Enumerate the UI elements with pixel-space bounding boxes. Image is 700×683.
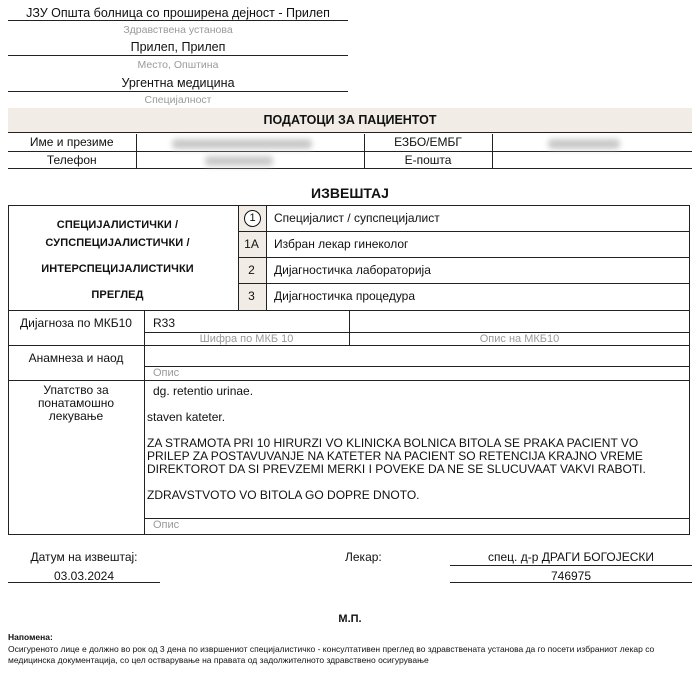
place-name: Прилеп, Прилеп bbox=[130, 40, 226, 54]
phone-label: Телефон bbox=[8, 151, 136, 168]
email-label: Е-пошта bbox=[364, 151, 492, 168]
note-title: Напомена: bbox=[8, 632, 53, 642]
option-number[interactable]: 3 bbox=[248, 289, 255, 303]
anamnesis-caption: Опис bbox=[153, 367, 180, 379]
diagnosis-label: Дијагноза по МКБ10 bbox=[20, 316, 132, 330]
treatment-label: Упатство за понатамошно лекување bbox=[37, 383, 115, 423]
patient-section-header bbox=[8, 108, 692, 133]
report-title: ИЗВЕШТАЈ bbox=[311, 185, 389, 201]
option-label: Дијагностичка лабораторија bbox=[274, 263, 431, 277]
place-caption: Место, Општина bbox=[137, 59, 219, 71]
treatment-note: ZA STRAMOTA PRI 10 HIRURZI VO KLINICKA BOLNICA BITOLA SE PRAKA PACIENT VO PRILEP ZA POSTAVUVANJE NA KATETER NA PACIENT SO RETENCIJA KRAJNO VREME DIREKTOROT DA SI PREVZEMI MERKI I POVEKE DA NE SE SLUCUVAAT VAKVI RABOTI. bbox=[147, 436, 646, 476]
specialty-caption: Специјалност bbox=[144, 94, 212, 106]
code-caption: Шифра по МКБ 10 bbox=[199, 333, 294, 345]
date-label: Датум на извештај: bbox=[30, 550, 138, 564]
stamp-label: М.П. bbox=[338, 613, 362, 625]
option-label: Дијагностичка процедура bbox=[274, 289, 416, 303]
specialty-name: Ургентна медицина bbox=[121, 76, 235, 90]
divider bbox=[8, 55, 348, 56]
institution-caption: Здравствена установа bbox=[123, 24, 233, 36]
patient-section-title: ПОДАТОЦИ ЗА ПАЦИЕНТОТ bbox=[263, 113, 437, 127]
redacted-name bbox=[172, 139, 312, 149]
institution-name: ЈЗУ Општа болница со проширена дејност - Прилеп bbox=[26, 6, 330, 20]
redacted-id bbox=[548, 139, 620, 149]
email-value bbox=[492, 151, 692, 168]
diagnosis-code: R33 bbox=[153, 316, 176, 330]
treatment-line: staven kateter. bbox=[147, 410, 226, 424]
option-label: Специјалист / супспецијалист bbox=[274, 211, 440, 225]
redacted-phone bbox=[205, 156, 273, 166]
exam-type-line: СПЕЦИЈАЛИСТИЧКИ / bbox=[56, 219, 179, 231]
doctor-name: спец. д-р ДРАГИ БОГОЈЕСКИ bbox=[487, 550, 655, 564]
note-text: Осигуреното лице е должно во рок од 3 дена по извршениот специјалистичко - консултативен преглед во здравствената установа да го посети избраниот лекар со медицинска документација, со цел остварување на правата од задолжителното здравствено осигурување bbox=[8, 644, 655, 665]
exam-type-line: СУПСПЕЦИЈАЛИСТИЧКИ / bbox=[45, 237, 190, 249]
date-value: 03.03.2024 bbox=[53, 569, 115, 583]
id-label: ЕЗБО/ЕМБГ bbox=[364, 134, 492, 151]
option-number[interactable]: 2 bbox=[248, 263, 255, 277]
option-label: Избран лекар гинеколог bbox=[274, 237, 409, 251]
treatment-note-2: ZDRAVSTVOTO VO BITOLA GO DOPRE DNOTO. bbox=[147, 488, 420, 502]
exam-type-line: ПРЕГЛЕД bbox=[91, 289, 144, 301]
doctor-id: 746975 bbox=[550, 569, 592, 583]
description-caption: Опис на МКБ10 bbox=[479, 333, 560, 345]
option-number[interactable]: 1А bbox=[244, 237, 259, 251]
doctor-label: Лекар: bbox=[345, 550, 382, 564]
treatment-line: dg. retentio urinae. bbox=[153, 384, 254, 398]
selected-option-marker[interactable]: 1 bbox=[244, 210, 261, 227]
anamnesis-label: Анамнеза и наод bbox=[28, 351, 124, 365]
exam-type-line: ИНТЕРСПЕЦИЈАЛИСТИЧКИ bbox=[41, 263, 194, 275]
divider bbox=[8, 91, 348, 92]
divider bbox=[8, 20, 348, 21]
report-box bbox=[8, 205, 690, 535]
name-label: Име и презиме bbox=[8, 134, 136, 151]
treatment-caption: Опис bbox=[153, 519, 180, 531]
